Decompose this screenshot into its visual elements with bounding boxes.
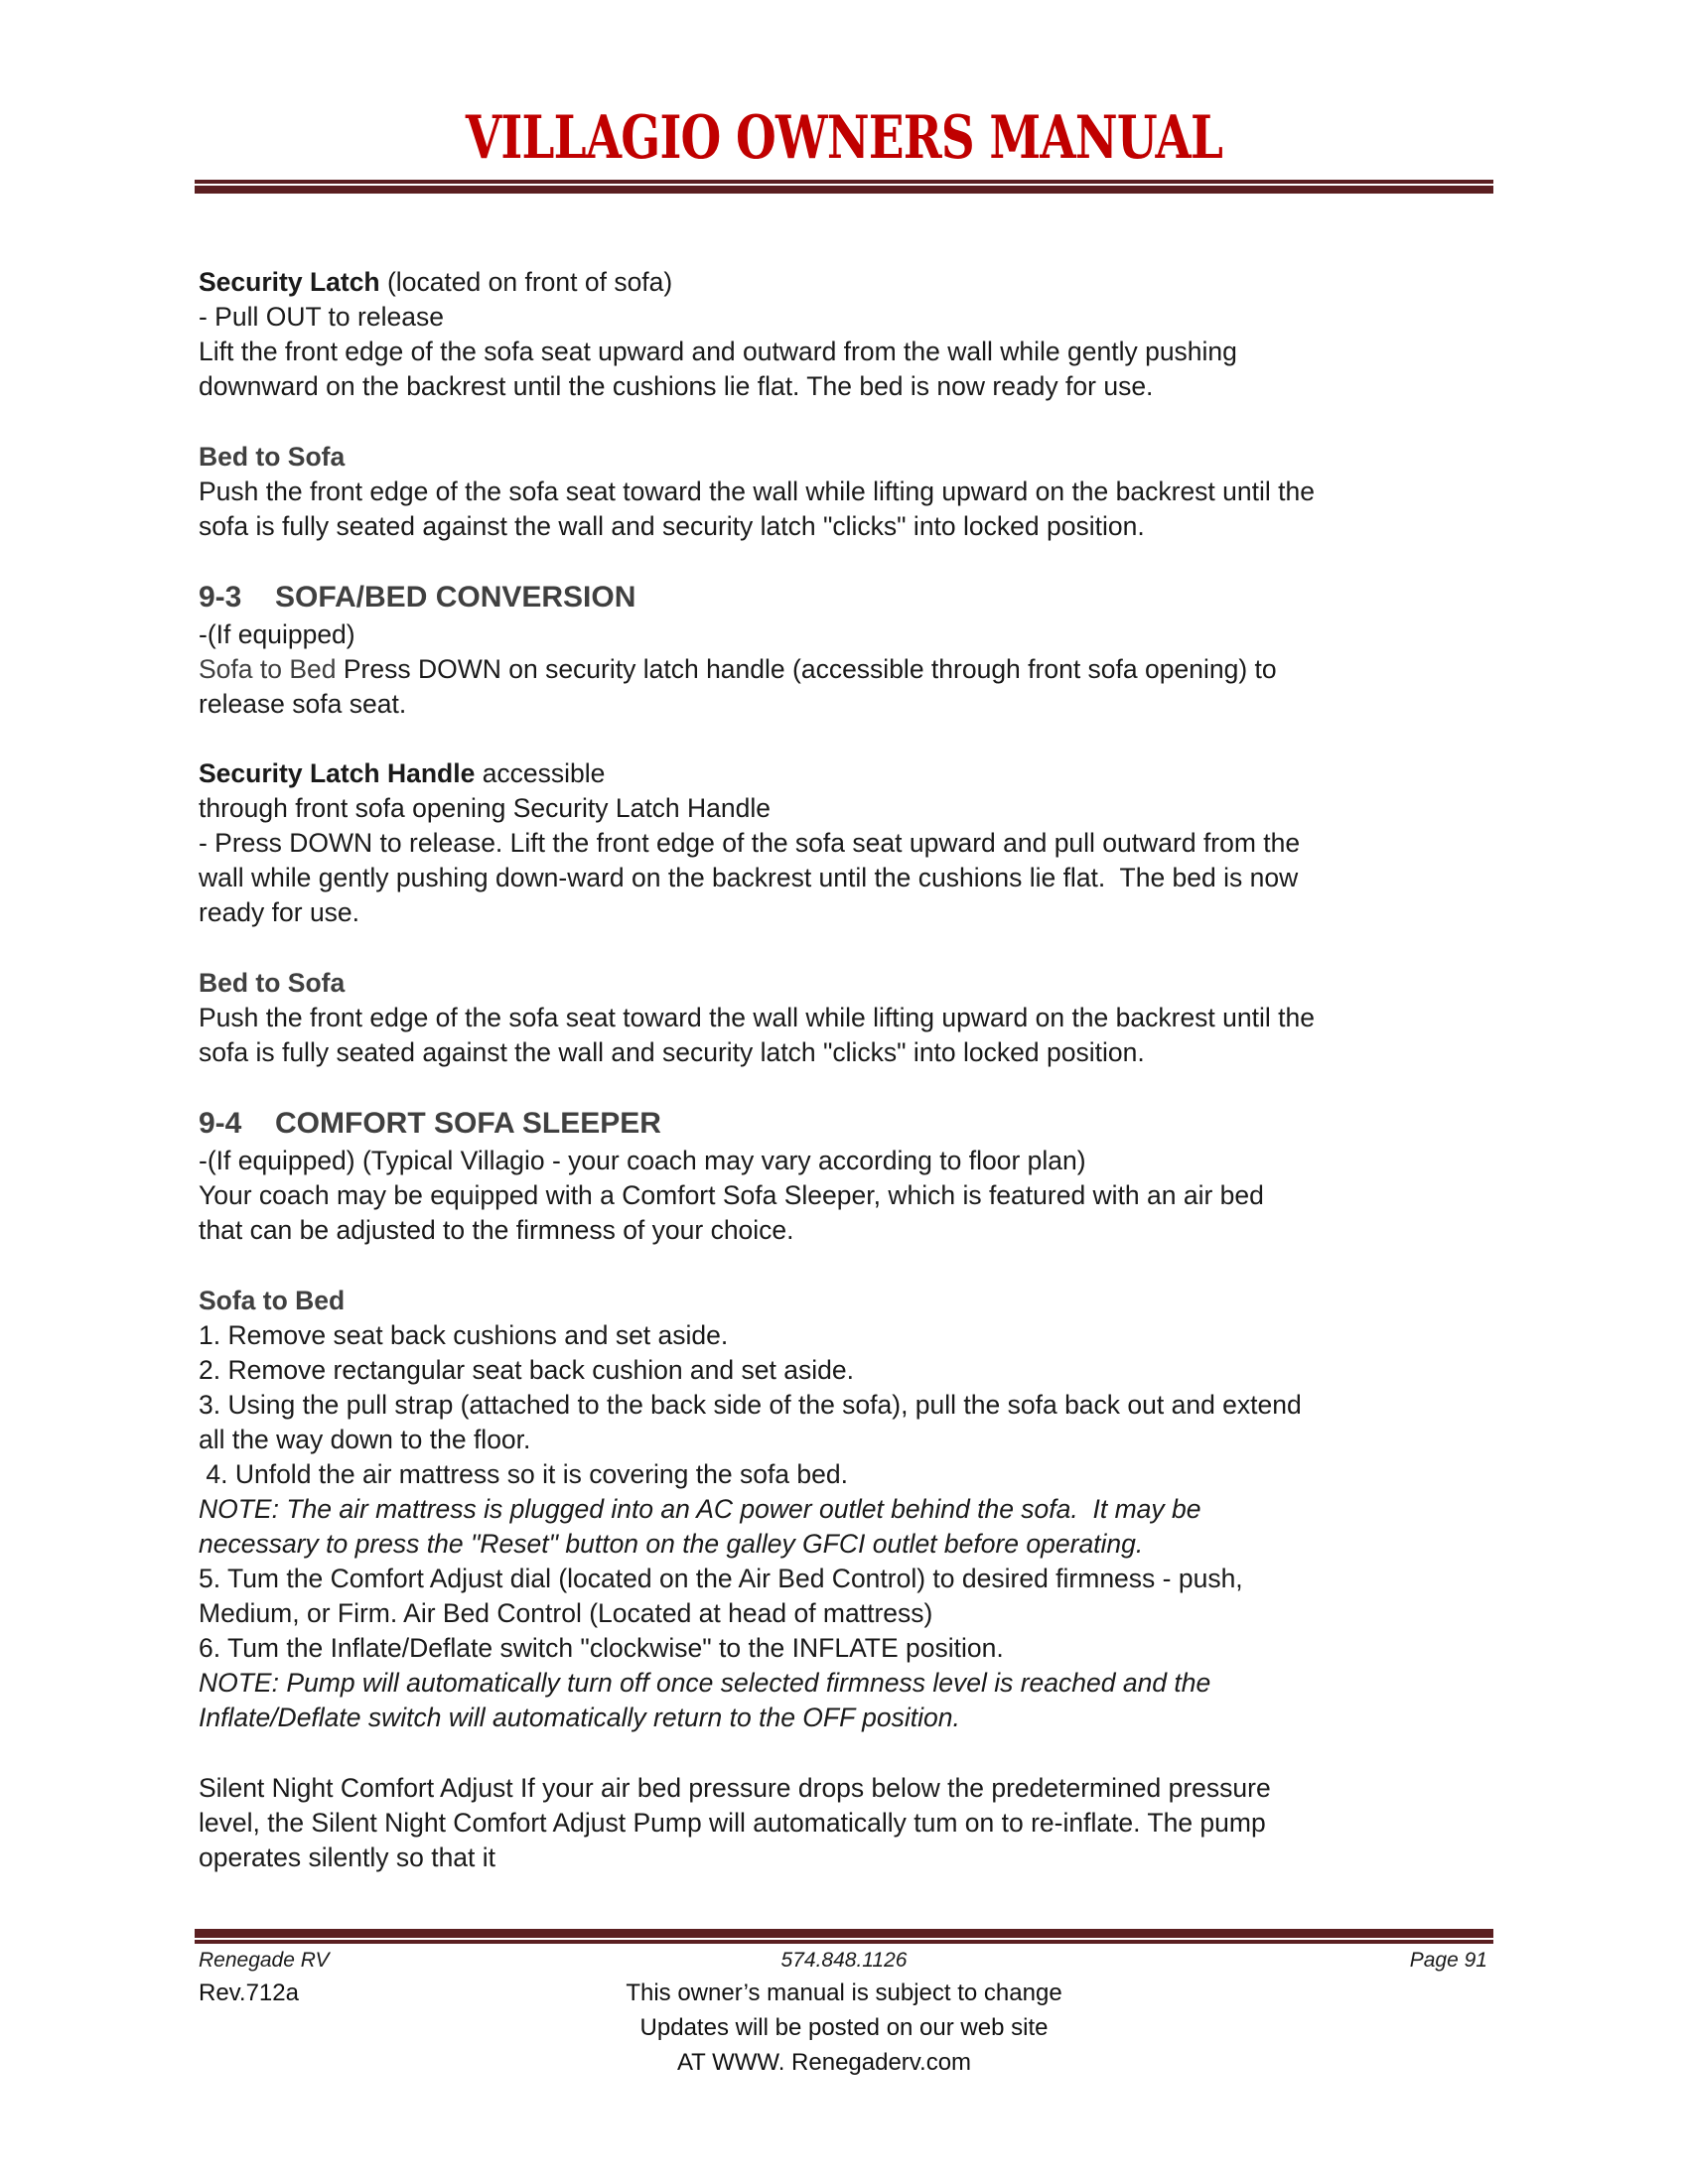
text-line: level, the Silent Night Comfort Adjust Pump will automatically tum on to re-inflate. The pump (199, 1808, 1266, 1838)
section-title: COMFORT SOFA SLEEPER (275, 1107, 661, 1140)
footer-revision: Rev.712a (199, 1979, 299, 2006)
sofa-to-bed-text: Press DOWN on security latch handle (accessible through front sofa opening) to (336, 654, 1277, 684)
text-line: ready for use. (199, 897, 360, 927)
security-latch-line (199, 265, 672, 300)
text-line: wall while gently pushing down-ward on the backrest until the cushions lie flat. The bed is now (199, 863, 1299, 892)
note-line: Inflate/Deflate switch will automatically return to the OFF position. (199, 1703, 960, 1732)
latch-handle-label: Security Latch Handle (199, 758, 476, 788)
sofa-to-bed-label: Sofa to Bed (199, 654, 337, 684)
security-latch-label: Security Latch (199, 267, 380, 297)
text-line: Your coach may be equipped with a Comfort Sofa Sleeper, which is featured with an air bed (199, 1180, 1264, 1210)
footer-company: Renegade RV (199, 1949, 330, 1972)
page-title: VILLAGIO OWNERS MANUAL (465, 103, 1223, 173)
section-number: 9-4 (199, 1107, 242, 1140)
footer-website: AT WWW. Renegaderv.com (676, 2049, 972, 2076)
step-line: 5. Tum the Comfort Adjust dial (located on the Air Bed Control) to desired firmness - push, (199, 1564, 1243, 1593)
footer-page-number: Page 91 (1409, 1949, 1487, 1972)
text-line: through front sofa opening Security Latch Handle (199, 793, 772, 823)
subheading-sofa-to-bed: Sofa to Bed (199, 1286, 346, 1315)
header-rule-thick (195, 186, 1493, 194)
text-line: - Pull OUT to release (199, 302, 444, 332)
footer-rule-thin (195, 1940, 1493, 1944)
section-heading-9-3 (199, 580, 635, 615)
step-line: 6. Tum the Inflate/Deflate switch "clockwise" to the INFLATE position. (199, 1633, 1004, 1663)
header-rule-thin (195, 180, 1493, 184)
text-line: that can be adjusted to the firmness of your choice. (199, 1215, 794, 1245)
text-line: -(If equipped) (Typical Villagio - your coach may vary according to floor plan) (199, 1146, 1086, 1175)
footer-notice-line: This owner’s manual is subject to change (626, 1979, 1062, 2006)
footer-phone: 574.848.1126 (780, 1949, 908, 1972)
text-line: Silent Night Comfort Adjust If your air bed pressure drops below the predetermined pressure (199, 1773, 1271, 1803)
section-title: SOFA/BED CONVERSION (275, 581, 636, 614)
footer-notice-line: Updates will be posted on our web site (639, 2014, 1049, 2041)
section-number: 9-3 (199, 581, 242, 614)
note-line: necessary to press the "Reset" button on the galley GFCI outlet before operating. (199, 1529, 1144, 1559)
step-line: 4. Unfold the air mattress so it is covering the sofa bed. (199, 1459, 848, 1489)
text-line: sofa is fully seated against the wall and security latch "clicks" into locked position. (199, 511, 1145, 541)
text-line: release sofa seat. (199, 689, 407, 719)
text-line: operates silently so that it (199, 1843, 496, 1872)
note-line: NOTE: The air mattress is plugged into an AC power outlet behind the sofa. It may be (199, 1494, 1201, 1524)
security-latch-note: (located on front of sofa) (379, 267, 673, 297)
text-line: -(If equipped) (199, 619, 355, 649)
subheading-bed-to-sofa: Bed to Sofa (199, 442, 346, 472)
section-heading-9-4 (199, 1106, 661, 1142)
text-line: Push the front edge of the sofa seat toward the wall while lifting upward on the backrest until the (199, 1003, 1315, 1032)
text-line (199, 652, 1277, 687)
step-line: Medium, or Firm. Air Bed Control (Located at head of mattress) (199, 1598, 933, 1628)
subheading-bed-to-sofa: Bed to Sofa (199, 968, 346, 998)
text-line: - Press DOWN to release. Lift the front edge of the sofa seat upward and pull outward from the (199, 828, 1301, 858)
note-line: NOTE: Pump will automatically turn off once selected firmness level is reached and the (199, 1668, 1211, 1698)
latch-handle-text: accessible (475, 758, 606, 788)
text-line: Lift the front edge of the sofa seat upward and outward from the wall while gently pushing (199, 337, 1237, 366)
text-line: downward on the backrest until the cushions lie flat. The bed is now ready for use. (199, 371, 1154, 401)
step-line: all the way down to the floor. (199, 1425, 531, 1454)
text-line: Push the front edge of the sofa seat toward the wall while lifting upward on the backrest until the (199, 477, 1315, 506)
text-line (199, 756, 605, 791)
step-line: 3. Using the pull strap (attached to the back side of the sofa), pull the sofa back out and extend (199, 1390, 1302, 1420)
footer-rule-thick (195, 1929, 1493, 1938)
text-line: sofa is fully seated against the wall and security latch "clicks" into locked position. (199, 1037, 1145, 1067)
step-line: 1. Remove seat back cushions and set aside. (199, 1320, 729, 1350)
step-line: 2. Remove rectangular seat back cushion and set aside. (199, 1355, 854, 1385)
